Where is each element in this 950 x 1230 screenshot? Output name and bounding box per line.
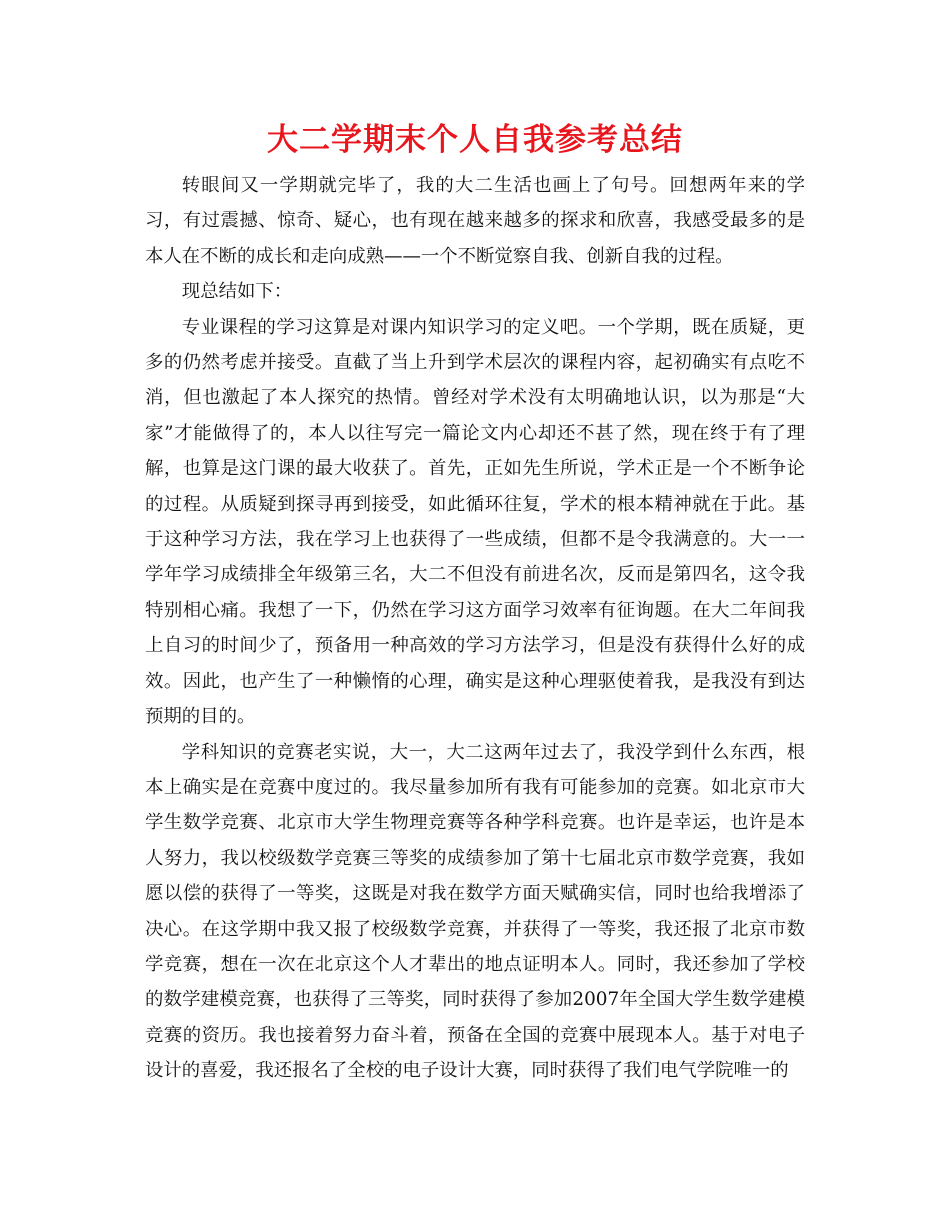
paragraph-intro: 转眼间又一学期就完毕了，我的大二生活也画上了句号。回想两年来的学习，有过震撼、惊奇、疑心，也有现在越来越多的探求和欣喜，我感受最多的是本人在不断的成长和走向成熟——一个不断觉察自我、创新自我的过程。 xyxy=(145,175,805,267)
document-body xyxy=(145,168,805,1089)
paragraph-competitions: 学科知识的竞赛老实说，大一，大二这两年过去了，我没学到什么东西，根本上确实是在竞赛中度过的。我尽量参加所有我有可能参加的竞赛。如北京市大学生数学竞赛、北京市大学生物理竞赛等各种学科竞赛。也许是幸运，也许是本人努力，我以校级数学竞赛三等奖的成绩参加了第十七届北京市数学竞赛，我如愿以偿的获得了一等奖，这既是对我在数学方面天赋确实信，同时也给我增添了决心。在这学期中我又报了校级数学竞赛，并获得了一等奖，我还报了北京市数学竞赛，想在一次在北京这个人才辈出的地点证明本人。同时，我还参加了学校的数学建模竞赛，也获得了三等奖，同时获得了参加2007年全国大学生数学建模竞赛的资历。我也接着努力奋斗着，预备在全国的竞赛中展现本人。基于对电子设计的喜爱，我还报名了全校的电子设计大赛，同时获得了我们电气学院唯一的 xyxy=(145,741,805,1082)
paragraph-courses: 专业课程的学习这算是对课内知识学习的定义吧。一个学期，既在质疑，更多的仍然考虑并接受。直截了当上升到学术层次的课程内容，起初确实有点吃不消，但也激起了本人探究的热情。曾经对学术没有太明确地认识，以为那是“大家”才能做得了的，本人以往写完一篇论文内心却还不甚了然，现在终于有了理解，也算是这门课的最大收获了。首先，正如先生所说，学术正是一个不断争论的过程。从质疑到探寻再到接受，如此循环往复，学术的根本精神就在于此。基于这种学习方法，我在学习上也获得了一些成绩，但都不是令我满意的。大一一学年学习成绩排全年级第三名，大二不但没有前进名次，反而是第四名，这令我特别相心痛。我想了一下，仍然在学习这方面学习效率有征询题。在大二年间我上自习的时间少了，预备用一种高效的学习方法学习，但是没有获得什么好的成效。因此，也产生了一种懒惰的心理，确实是这种心理驱使着我，是我没有到达预期的目的。 xyxy=(145,316,805,728)
paragraph-summary-lead: 现总结如下： xyxy=(181,281,293,303)
document-title: 大二学期末个人自我参考总结 xyxy=(267,122,683,158)
